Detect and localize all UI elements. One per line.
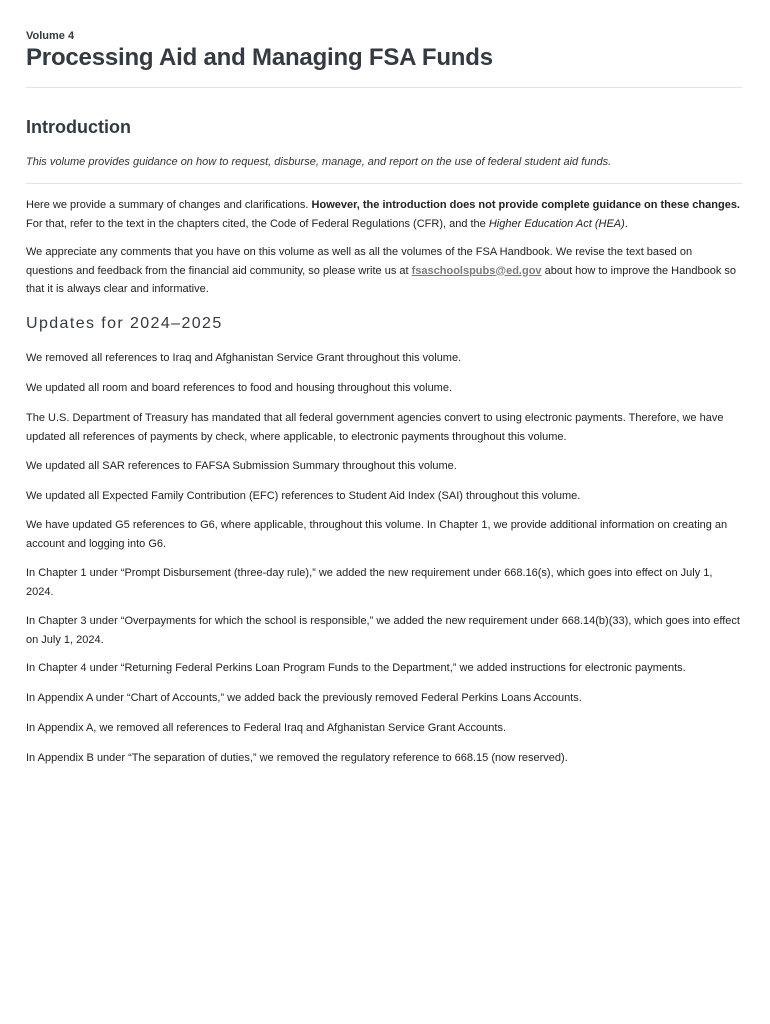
text-segment: about how to improve the Handbook so that it is always clear and informative. (26, 264, 737, 295)
update-item: In Appendix A, we removed all references to Federal Iraq and Afghanistan Service Grant Accounts. (26, 722, 506, 734)
updates-heading: Updates for 2024–2025 (26, 315, 223, 332)
update-item: We have updated G5 references to G6, where applicable, throughout this volume. In Chapter 1, we provide additional information on creating an account and logging into G6. (26, 519, 728, 550)
text-segment: For that, refer to the text in the chapters cited, the Code of Federal Regulations (CFR), and the (26, 217, 489, 230)
introduction-summary: This volume provides guidance on how to request, disburse, manage, and report on the use of federal student aid funds. (26, 156, 612, 168)
update-item: In Chapter 3 under “Overpayments for which the school is responsible,” we added the new requirement under 668.14(b)(33), which goes into effect on July 1, 2024. (26, 615, 740, 646)
update-item: We removed all references to Iraq and Afghanistan Service Grant throughout this volume. (26, 352, 462, 364)
introduction-paragraph-2 (26, 243, 742, 299)
text-segment: . (624, 217, 628, 230)
email-link[interactable]: fsaschoolspubs@ed.gov (411, 264, 542, 277)
update-item: In Appendix A under “Chart of Accounts,” we added back the previously removed Federal Perkins Loans Accounts. (26, 692, 582, 704)
update-item: We updated all SAR references to FAFSA Submission Summary throughout this volume. (26, 460, 457, 472)
introduction-paragraph-1 (26, 196, 742, 233)
introduction-heading: Introduction (26, 117, 131, 137)
update-item: In Chapter 1 under “Prompt Disbursement (three-day rule),” we added the new requirement under 668.16(s), which goes into effect on July 1, 2024. (26, 567, 713, 598)
update-item: We updated all Expected Family Contribution (EFC) references to Student Aid Index (SAI) throughout this volume. (26, 490, 581, 502)
text-segment: Here we provide a summary of changes and clarifications. (26, 199, 312, 211)
italic-reference: Higher Education Act (HEA) (488, 217, 625, 230)
divider (26, 87, 742, 88)
text-segment: We appreciate any comments that you have on this volume as well as all the volumes of the FSA Handbook. We revise the text based on questions and feedback from the financial aid community, so please write us at (26, 246, 693, 277)
update-item: We updated all room and board references to food and housing throughout this volume. (26, 382, 453, 394)
page-title: Processing Aid and Managing FSA Funds (26, 44, 493, 71)
bold-notice: However, the introduction does not provide complete guidance on these changes. (311, 199, 740, 211)
divider (26, 183, 742, 184)
volume-label: Volume 4 (26, 30, 75, 42)
update-item: In Chapter 4 under “Returning Federal Perkins Loan Program Funds to the Department,” we added instructions for electronic payments. (26, 662, 686, 674)
update-item: In Appendix B under “The separation of duties,” we removed the regulatory reference to 668.15 (now reserved). (26, 752, 568, 764)
update-item: The U.S. Department of Treasury has mandated that all federal government agencies convert to using electronic payments. Therefore, we have updated all references of payments by check, where applicable, to electronic payments throughout this volume. (26, 412, 724, 443)
